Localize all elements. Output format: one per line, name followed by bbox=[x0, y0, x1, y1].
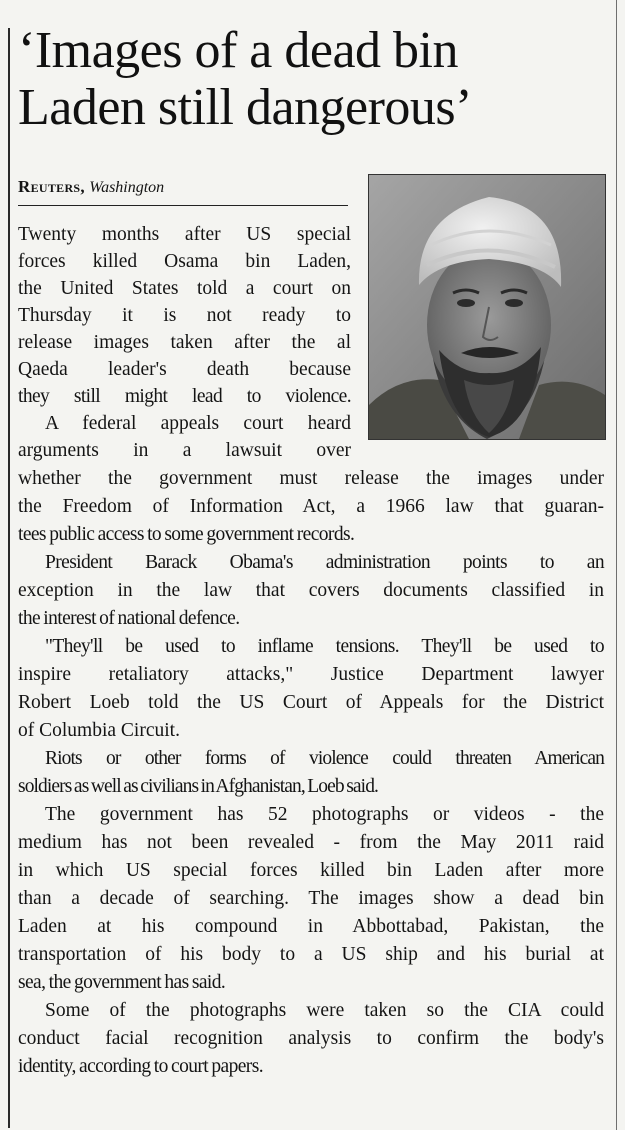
body-line: Thursday it is not ready to bbox=[18, 305, 351, 326]
body-line: transportation of his body to a US ship and his burial at bbox=[18, 944, 604, 965]
headline-line-1: ‘Images of a dead bin bbox=[18, 22, 458, 79]
body-line: inspire retaliatory attacks," Justice Department lawyer bbox=[18, 664, 604, 685]
body-line: release images taken after the al bbox=[18, 332, 351, 353]
body-line: Riots or other forms of violence could threaten American bbox=[45, 748, 604, 769]
body-line: arguments in a lawsuit over bbox=[18, 440, 351, 461]
body-line: medium has not been revealed - from the May 2011 raid bbox=[18, 832, 604, 853]
byline-divider bbox=[18, 205, 348, 206]
body-line: Qaeda leader's death because bbox=[18, 359, 351, 380]
byline-agency: Reuters, bbox=[18, 177, 85, 196]
byline bbox=[18, 176, 358, 199]
headline-line-2: Laden still dangerous’ bbox=[18, 79, 472, 136]
body-line: in which US special forces killed bin Laden after more bbox=[18, 860, 604, 881]
body-line: identity, according to court papers. bbox=[18, 1056, 263, 1077]
body-line: the United States told a court on bbox=[18, 278, 351, 299]
column-rule-right bbox=[616, 0, 617, 1130]
body-line: The government has 52 photographs or videos - the bbox=[45, 804, 604, 825]
body-line: Some of the photographs were taken so the CIA could bbox=[45, 1000, 604, 1021]
headline bbox=[18, 22, 613, 136]
body-line: Robert Loeb told the US Court of Appeals for the District bbox=[18, 692, 604, 713]
body-line: whether the government must release the images under bbox=[18, 468, 604, 489]
body-line: than a decade of searching. The images show a dead bin bbox=[18, 888, 604, 909]
body-line: forces killed Osama bin Laden, bbox=[18, 251, 351, 272]
body-line: sea, the government has said. bbox=[18, 972, 226, 993]
portrait-image bbox=[369, 175, 605, 439]
body-line: the Freedom of Information Act, a 1966 law that guaran- bbox=[18, 496, 604, 517]
body-line: of Columbia Circuit. bbox=[18, 720, 180, 741]
body-line: Laden at his compound in Abbottabad, Pakistan, the bbox=[18, 916, 604, 937]
body-line: the interest of national defence. bbox=[18, 608, 240, 629]
body-line: soldiers as well as civilians in Afghanistan, Loeb said. bbox=[18, 776, 379, 797]
column-rule-left bbox=[8, 28, 10, 1128]
body-line: they still might lead to violence. bbox=[18, 386, 351, 407]
body-line: conduct facial recognition analysis to confirm the body's bbox=[18, 1028, 604, 1049]
body-line: exception in the law that covers documents classified in bbox=[18, 580, 604, 601]
body-line: Twenty months after US special bbox=[18, 224, 351, 245]
body-line: A federal appeals court heard bbox=[45, 413, 351, 434]
body-line: "They'll be used to inflame tensions. They'll be used to bbox=[45, 636, 604, 657]
portrait-photo bbox=[368, 174, 606, 440]
body-line: tees public access to some government records. bbox=[18, 524, 355, 545]
byline-place: Washington bbox=[89, 179, 165, 196]
body-line: President Barack Obama's administration points to an bbox=[45, 552, 604, 573]
